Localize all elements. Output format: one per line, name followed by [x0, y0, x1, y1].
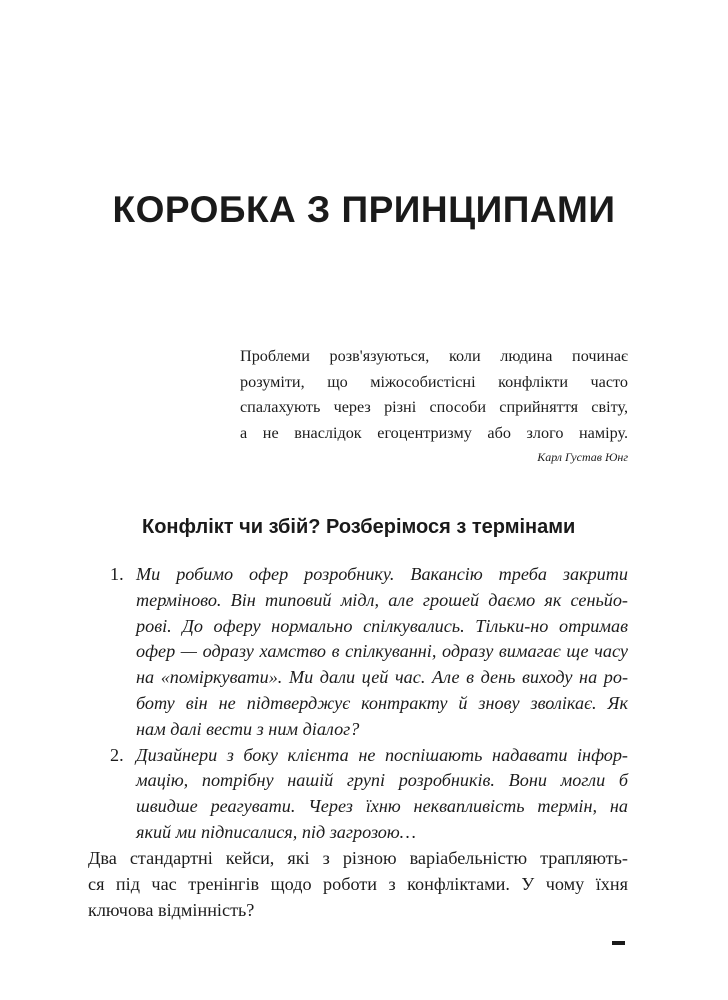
case-item-1 [110, 562, 628, 743]
case-line: Ми робимо офер розробнику. Вакансію треба закрити [136, 564, 628, 584]
summary-line: Два стандартні кейси, які з різною варіабельністю трапляють- [88, 848, 628, 868]
case-line: який ми підписалися, під загрозою… [136, 821, 416, 842]
section-heading: Конфлікт чи збій? Розберімося з термінами [142, 516, 576, 538]
chapter-title: КОРОБКА З ПРИНЦИПАМИ [112, 189, 616, 230]
case-text [136, 562, 628, 743]
case-line: рові. До оферу нормально спілкувались. Тільки-но отримав [136, 615, 628, 636]
epigraph-line: Проблеми розв'язуються, коли людина починає [240, 347, 628, 365]
epigraph-line: а не внаслідок егоцентризму або злого наміру. [240, 423, 628, 442]
case-item-2 [110, 743, 628, 846]
page-marker-dash [612, 941, 625, 945]
case-line: швидше реагувати. Через їхню неквапливість термін, на [136, 796, 628, 817]
case-list [110, 562, 628, 846]
case-line: офер — одразу хамство в спілкуванні, одразу вимагає ще часу [136, 641, 628, 662]
epigraph-line: спалахують через різні способи сприйняття світу, [240, 398, 628, 417]
case-line: боту він не підтверджує контракту й знову зволікає. Як [136, 692, 628, 713]
summary-line: ключова відмінність? [88, 899, 255, 920]
case-line: терміново. Він типовий мідл, але грошей даємо як сеньйо- [136, 589, 628, 610]
case-text [136, 743, 628, 846]
case-line: мацію, потрібну нашій групі розробників. Вони могли б [136, 770, 628, 791]
case-number: 2. [110, 744, 124, 765]
case-line: Дизайнери з боку клієнта не поспішають надавати інфор- [136, 744, 628, 765]
case-line: на «поміркувати». Ми дали цей час. Але в день виходу на ро- [136, 667, 628, 688]
case-number: 1. [110, 564, 124, 584]
summary-line: ся під час тренінгів щодо роботи з конфліктами. У чому їхня [88, 873, 628, 894]
summary-paragraph [88, 846, 628, 923]
epigraph-author: Карл Густав Юнг [537, 450, 628, 464]
epigraph-quote [240, 344, 628, 446]
epigraph-line: розуміти, що міжособистісні конфлікти часто [240, 372, 628, 391]
case-line: нам далі вести з ним діалог? [136, 718, 360, 739]
